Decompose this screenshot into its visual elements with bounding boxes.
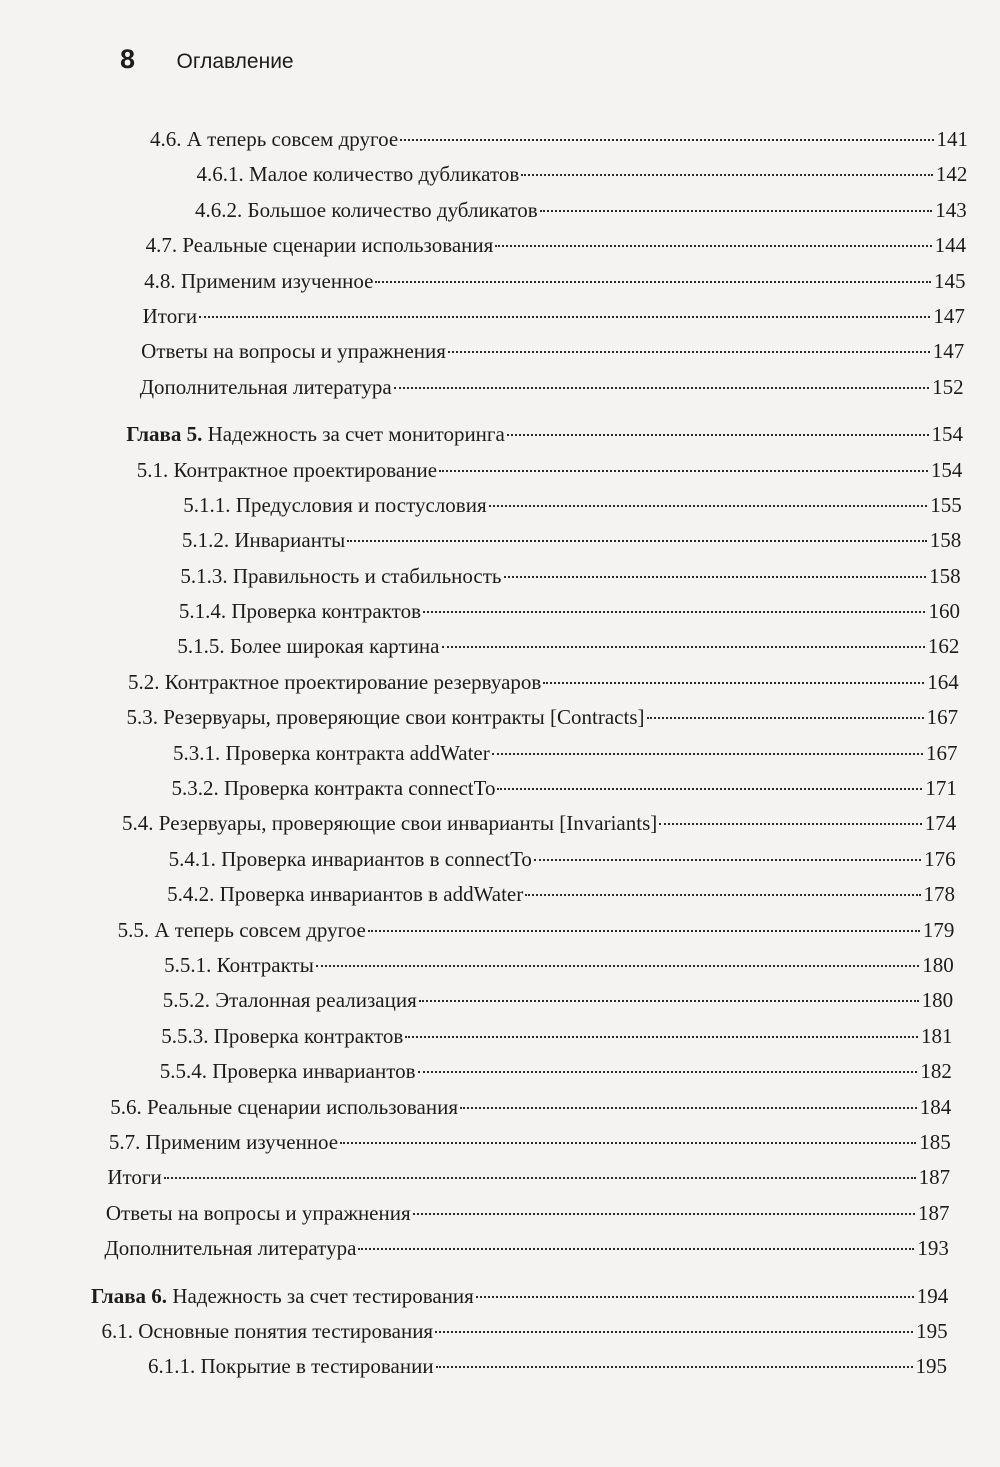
toc-entry-title: Проверка инвариантов в connectTo [221, 846, 532, 871]
toc-entry-number: 5.4. [122, 811, 154, 836]
toc-entry [0, 370, 964, 405]
toc-entry-label [177, 629, 439, 664]
toc-entry [0, 842, 956, 877]
dot-leader [439, 470, 928, 472]
dot-leader [435, 1331, 913, 1333]
dot-leader [423, 611, 925, 613]
toc-entry-label [197, 157, 520, 192]
toc-entry [0, 736, 958, 771]
toc-entry-label [106, 1196, 411, 1231]
toc-entry-title: Надежность за счет тестирования [172, 1283, 474, 1308]
toc-entry [0, 122, 968, 157]
dot-leader [413, 1213, 915, 1215]
toc-entry [0, 1090, 951, 1125]
toc-entry-label [148, 1349, 434, 1384]
dot-leader [442, 646, 925, 648]
toc-entry-page: 162 [927, 634, 960, 659]
toc-entry [0, 629, 959, 664]
toc-entry-label [146, 228, 494, 263]
toc-entry-number: 5.4.1. [168, 846, 216, 871]
toc-entry-title: Покрытие в тестировании [200, 1354, 434, 1379]
toc-entry-page: 158 [929, 563, 961, 588]
toc-entry-label [163, 983, 417, 1018]
toc-entry-label [164, 948, 314, 983]
toc-entry-number: Глава 6. [90, 1283, 168, 1308]
toc-entry [0, 806, 956, 841]
toc-entry [0, 1125, 951, 1160]
dot-leader [199, 316, 930, 318]
toc-entry-title: Надежность за счет мониторинга [207, 422, 505, 447]
toc-entry-page: 147 [933, 303, 965, 328]
toc-entry-title: А теперь совсем другое [154, 917, 366, 942]
toc-entry-title: Инварианты [234, 528, 346, 553]
toc-entry-number: 5.5.1. [164, 952, 212, 977]
dot-leader [521, 174, 933, 176]
toc-entry-label [150, 122, 398, 157]
toc-entry-number: 5.3.2. [171, 776, 219, 801]
toc-entry-number: 4.6.2. [195, 197, 243, 222]
toc-entry-page: 174 [924, 811, 957, 836]
toc-entry [0, 193, 967, 228]
toc-entry-title: Применим изученное [145, 1129, 339, 1154]
dot-leader [375, 281, 931, 283]
toc-entry-page: 154 [931, 422, 964, 447]
toc-entry-number: 5.1.1. [183, 492, 231, 517]
toc-entry-label [122, 806, 657, 841]
toc-entry-label [173, 736, 490, 771]
page-number: 8 [120, 44, 135, 74]
dot-leader [419, 1000, 919, 1002]
toc-entry-title: Контрактное проектирование [173, 457, 438, 482]
toc-entry-page: 167 [926, 705, 959, 730]
toc-entry-page: 181 [921, 1023, 953, 1048]
toc-entry-number: 5.1.3. [180, 563, 228, 588]
toc-entry-page: 193 [917, 1236, 949, 1261]
toc-entry-title: Реальные сценарии использования [147, 1094, 459, 1119]
toc-entry [0, 453, 962, 488]
dot-leader [358, 1248, 914, 1250]
toc-entry-number: 5.1.4. [178, 599, 227, 624]
dot-leader [543, 682, 924, 684]
table-of-contents [0, 122, 1000, 1385]
toc-entry [0, 1196, 949, 1231]
toc-entry-label [167, 877, 523, 912]
toc-entry-title: Дополнительная литература [104, 1236, 357, 1261]
toc-entry-number: 4.8. [144, 268, 176, 293]
toc-entry-label [104, 1231, 356, 1266]
toc-entry-page: 167 [926, 740, 958, 765]
toc-entry-label [195, 193, 538, 228]
toc-entry-number: 5.3. [126, 705, 158, 730]
toc-entry-page: 179 [922, 917, 955, 942]
toc-entry [0, 1349, 947, 1384]
toc-entry-page: 160 [928, 599, 960, 624]
dot-leader [525, 894, 920, 896]
toc-entry-page: 180 [921, 988, 954, 1013]
toc-entry-label [137, 453, 437, 488]
toc-entry-title: Ответы на вопросы и упражнения [105, 1200, 411, 1225]
toc-entry [0, 228, 966, 263]
toc-entry-number: 5.5.2. [162, 988, 210, 1013]
toc-entry-title: Ответы на вопросы и упражнения [141, 339, 446, 364]
toc-entry [0, 771, 957, 806]
dot-leader [368, 930, 920, 932]
toc-entry-page: 145 [934, 268, 966, 293]
toc-entry-page: 185 [919, 1129, 951, 1154]
toc-entry-page: 187 [918, 1165, 951, 1190]
toc-entry-title: Контракты [216, 952, 314, 977]
toc-entry-label [140, 370, 392, 405]
toc-entry-label [161, 1019, 403, 1054]
section-title: Оглавление [176, 50, 294, 73]
toc-entry-label [144, 264, 373, 299]
dot-leader [495, 245, 931, 247]
toc-entry-label [107, 1160, 161, 1195]
toc-entry-title: Эталонная реализация [215, 988, 417, 1013]
toc-entry-page: 144 [934, 233, 967, 258]
dot-leader [540, 210, 933, 212]
dot-leader [647, 717, 924, 719]
dot-leader [394, 387, 929, 389]
dot-leader [316, 965, 919, 967]
toc-entry-title: Проверка контракта addWater [225, 740, 490, 765]
toc-entry [0, 157, 967, 192]
toc-entry [0, 913, 954, 948]
toc-entry-page: 147 [932, 339, 965, 364]
toc-entry-number: Глава 5. [126, 422, 203, 447]
toc-entry-number: 5.1.5. [177, 634, 225, 659]
toc-entry-label [126, 417, 505, 452]
toc-entry-title: А теперь совсем другое [186, 127, 399, 151]
toc-entry-title: Проверка контрактов [231, 599, 421, 624]
toc-entry-page: 158 [929, 528, 962, 553]
dot-leader [418, 1071, 918, 1073]
toc-entry-page: 142 [935, 162, 968, 187]
toc-entry [0, 594, 960, 629]
toc-entry-number: 5.7. [108, 1129, 141, 1154]
toc-entry-page: 182 [920, 1059, 952, 1084]
toc-entry-page: 143 [935, 197, 967, 222]
toc-entry-number: 5.5.3. [161, 1023, 209, 1048]
toc-entry-page: 184 [919, 1094, 952, 1119]
toc-entry-title: Дополнительная литература [139, 374, 392, 399]
toc-entry-title: Более широкая картина [229, 634, 440, 659]
toc-entry-title: Применим изученное [180, 268, 374, 293]
toc-entry-page: 152 [932, 374, 964, 399]
toc-entry-title: Итоги [107, 1165, 162, 1190]
toc-entry-title: Проверка инвариантов [212, 1059, 416, 1084]
dot-leader [347, 540, 926, 542]
toc-entry-page: 164 [927, 669, 959, 694]
toc-entry [0, 665, 959, 700]
toc-entry [0, 1231, 949, 1266]
toc-entry [0, 1314, 948, 1349]
toc-entry-page: 141 [936, 127, 968, 151]
toc-entry [0, 523, 961, 558]
toc-entry-title: Основные понятия тестирования [138, 1318, 434, 1343]
dot-leader [448, 351, 930, 353]
toc-entry-title: Реальные сценарии использования [182, 233, 494, 258]
toc-entry [0, 877, 955, 912]
toc-entry [0, 1054, 952, 1089]
toc-entry [0, 700, 958, 735]
toc-entry-label [180, 559, 501, 594]
toc-chapter-entry [0, 1279, 948, 1314]
toc-entry-label [172, 771, 496, 806]
toc-entry-page: 195 [915, 1354, 947, 1379]
dot-leader [489, 505, 928, 507]
toc-entry-number: 6.1.1. [148, 1354, 196, 1379]
toc-entry-page: 171 [925, 776, 957, 801]
dot-leader [659, 823, 922, 825]
toc-entry-title: Контрактное проектирование резервуаров [164, 669, 542, 694]
toc-chapter-entry [0, 417, 963, 452]
toc-entry-label [91, 1279, 474, 1314]
toc-entry-label [141, 334, 446, 369]
toc-entry-number: 4.6.1. [196, 162, 244, 187]
toc-entry-page: 195 [916, 1318, 948, 1343]
toc-entry-number: 4.7. [145, 233, 178, 258]
toc-entry-number: 6.1. [101, 1318, 133, 1343]
toc-entry-title: Резервуары, проверяющие свои контракты [Contracts] [163, 705, 645, 730]
toc-entry [0, 559, 961, 594]
toc-entry-label [143, 299, 197, 334]
toc-entry-title: Резервуары, проверяющие свои инварианты [Invariants] [158, 811, 658, 836]
toc-entry-label [128, 665, 541, 700]
dot-leader [340, 1142, 916, 1144]
page-header [120, 44, 294, 75]
toc-entry-page: 176 [924, 846, 956, 871]
dot-leader [400, 139, 933, 141]
toc-entry-title: Малое количество дубликатов [249, 162, 520, 187]
toc-entry [0, 488, 962, 523]
toc-entry-page: 154 [930, 457, 963, 482]
toc-entry-label [118, 913, 366, 948]
toc-entry-label [160, 1054, 416, 1089]
toc-entry-page: 180 [922, 952, 954, 977]
toc-entry [0, 1019, 953, 1054]
toc-entry-label [169, 842, 532, 877]
toc-entry-number: 4.6. [150, 127, 182, 151]
toc-entry-number: 5.1. [136, 457, 169, 482]
dot-leader [492, 753, 923, 755]
toc-entry-label [126, 700, 644, 735]
toc-entry-number: 5.5.4. [159, 1059, 207, 1084]
toc-entry [0, 1160, 950, 1195]
dot-leader [507, 434, 929, 436]
dot-leader [405, 1036, 918, 1038]
toc-entry [0, 334, 964, 369]
toc-entry-page: 187 [917, 1200, 950, 1225]
dot-leader [460, 1107, 917, 1109]
toc-entry-title: Большое количество дубликатов [247, 197, 538, 222]
toc-entry [0, 299, 965, 334]
toc-entry [0, 264, 966, 299]
toc-entry-number: 5.6. [110, 1094, 142, 1119]
dot-leader [436, 1366, 913, 1368]
dot-leader [476, 1296, 914, 1298]
toc-entry-page: 194 [916, 1283, 949, 1308]
toc-entry-label [179, 594, 421, 629]
toc-entry-title: Проверка инвариантов в addWater [219, 882, 524, 907]
toc-entry-number: 5.4.2. [167, 882, 215, 907]
toc-entry [0, 983, 953, 1018]
toc-entry-label [109, 1125, 338, 1160]
dot-leader [497, 788, 922, 790]
toc-entry-label [110, 1090, 458, 1125]
dot-leader [504, 576, 927, 578]
toc-entry-title: Проверка контрактов [213, 1023, 404, 1048]
toc-entry-page: 178 [923, 882, 956, 907]
toc-entry-label [182, 523, 345, 558]
toc-entry-label [101, 1314, 433, 1349]
toc-entry-number: 5.3.1. [173, 740, 221, 765]
toc-entry-page: 155 [930, 492, 962, 517]
toc-entry-title: Предусловия и постусловия [235, 492, 487, 517]
toc-entry-label [183, 488, 486, 523]
dot-leader [164, 1177, 916, 1179]
toc-entry-number: 5.5. [117, 917, 150, 942]
toc-entry-number: 5.2. [127, 669, 160, 694]
toc-entry [0, 948, 954, 983]
toc-entry-number: 5.1.2. [181, 528, 230, 553]
toc-entry-title: Правильность и стабильность [232, 563, 502, 588]
dot-leader [534, 859, 921, 861]
toc-entry-title: Проверка контракта connectTo [224, 776, 496, 801]
toc-entry-title: Итоги [142, 303, 198, 328]
